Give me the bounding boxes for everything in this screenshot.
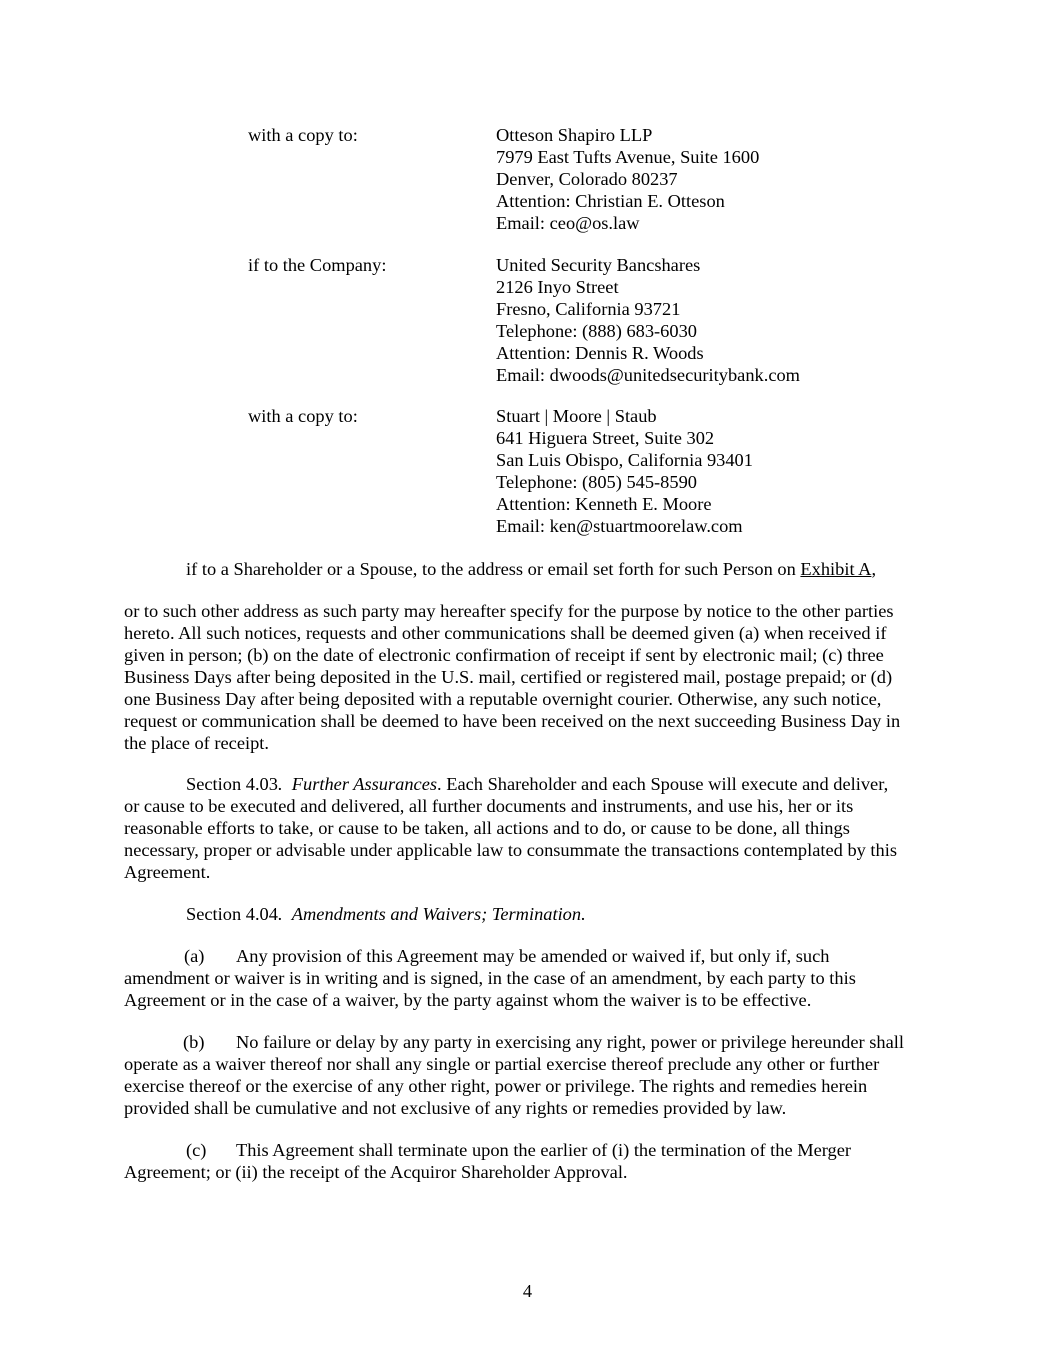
notice-label: if to the Company: [248, 255, 387, 275]
paragraph-line: or cause to be executed and delivered, all further documents and instruments, and use his, her or its [124, 796, 854, 816]
section-text: . Each Shareholder and each Spouse will execute and deliver, [437, 774, 889, 794]
notice-label: with a copy to: [248, 406, 358, 426]
address-line: 2126 Inyo Street [496, 277, 619, 297]
clause-marker: (c) [186, 1140, 207, 1160]
shareholder-notice-line [186, 558, 876, 580]
address-line: 7979 East Tufts Avenue, Suite 1600 [496, 147, 760, 167]
address-line: 641 Higuera Street, Suite 302 [496, 428, 715, 448]
clause-first-line: Any provision of this Agreement may be amended or waived if, but only if, such [236, 946, 830, 966]
section-number: Section 4.03 [186, 774, 278, 794]
paragraph-line: provided shall be cumulative and not exclusive of any rights or remedies provided by law. [124, 1098, 787, 1118]
clause-marker: (a) [184, 946, 205, 966]
address-line: Attention: Dennis R. Woods [496, 343, 704, 363]
email-line: Email: ceo@os.law [496, 213, 640, 233]
address-line: Attention: Christian E. Otteson [496, 191, 725, 211]
clause-first-line: No failure or delay by any party in exercising any right, power or privilege hereunder shall [236, 1032, 904, 1052]
clause-marker: (b) [183, 1032, 205, 1052]
address-line: Attention: Kenneth E. Moore [496, 494, 712, 514]
section-heading-line: Section 4.03. Further Assurances. Each Shareholder and each Spouse will execute and deliver, [186, 774, 889, 794]
paragraph-line: hereto. All such notices, requests and other communications shall be deemed given (a) when received if [124, 623, 887, 643]
paragraph-line: Agreement or in the case of a waiver, by the party against whom the waiver is to be effective. [124, 990, 812, 1010]
email-line: Email: ken@stuartmoorelaw.com [496, 516, 743, 536]
address-line: Denver, Colorado 80237 [496, 169, 678, 189]
section-title: Further Assurances [291, 774, 438, 794]
section-title: Amendments and Waivers; Termination [291, 904, 582, 924]
clause-first-line: This Agreement shall terminate upon the earlier of (i) the termination of the Merger [236, 1140, 852, 1160]
exhibit-a-link[interactable]: Exhibit A [800, 559, 872, 579]
paragraph-line: necessary, proper or advisable under applicable law to consummate the transactions contemplated by this [124, 840, 897, 860]
email-line: Email: dwoods@unitedsecuritybank.com [496, 365, 800, 385]
paragraph-line: given in person; (b) on the date of electronic confirmation of receipt if sent by electronic mail; (c) three [124, 645, 884, 665]
paragraph-line: Agreement; or (ii) the receipt of the Acquiror Shareholder Approval. [124, 1162, 628, 1182]
page-number: 4 [522, 1281, 533, 1301]
paragraph-line: reasonable efforts to take, or cause to be taken, all actions and to do, or cause to be done, all things [124, 818, 850, 838]
section-4-04-heading: Section 4.04. Amendments and Waivers; Termination. [186, 904, 586, 924]
paragraph-line: exercise thereof or the exercise of any other right, power or privilege. The rights and remedies herein [124, 1076, 868, 1096]
address-line: United Security Bancshares [496, 255, 701, 275]
paragraph-line: amendment or waiver is in writing and is signed, in the case of an amendment, by each party to this [124, 968, 856, 988]
paragraph-line: request or communication shall be deemed to have been received on the next succeeding Business Day in [124, 711, 901, 731]
shareholder-trail: , [871, 559, 877, 579]
paragraph-line: Business Days after being deposited in the U.S. mail, certified or registered mail, postage prepaid; or (d) [124, 667, 893, 687]
telephone-line: Telephone: (805) 545-8590 [496, 472, 697, 492]
address-line: San Luis Obispo, California 93401 [496, 450, 753, 470]
address-line: Otteson Shapiro LLP [496, 125, 653, 145]
notice-label: with a copy to: [248, 125, 358, 145]
paragraph-line: one Business Day after being deposited with a reputable overnight courier. Otherwise, any such notice, [124, 689, 882, 709]
telephone-line: Telephone: (888) 683-6030 [496, 321, 697, 341]
paragraph-line: Agreement. [124, 862, 211, 882]
paragraph-line: operate as a waiver thereof nor shall any single or partial exercise thereof preclude any other or further [124, 1054, 880, 1074]
section-number: Section 4.04 [186, 904, 278, 924]
shareholder-text: if to a Shareholder or a Spouse, to the address or email set forth for such Person on [186, 559, 801, 579]
paragraph-line: the place of receipt. [124, 733, 269, 753]
address-line: Fresno, California 93721 [496, 299, 681, 319]
address-line: Stuart | Moore | Staub [496, 406, 657, 426]
paragraph-line: or to such other address as such party may hereafter specify for the purpose by notice to the other parties [124, 601, 894, 621]
